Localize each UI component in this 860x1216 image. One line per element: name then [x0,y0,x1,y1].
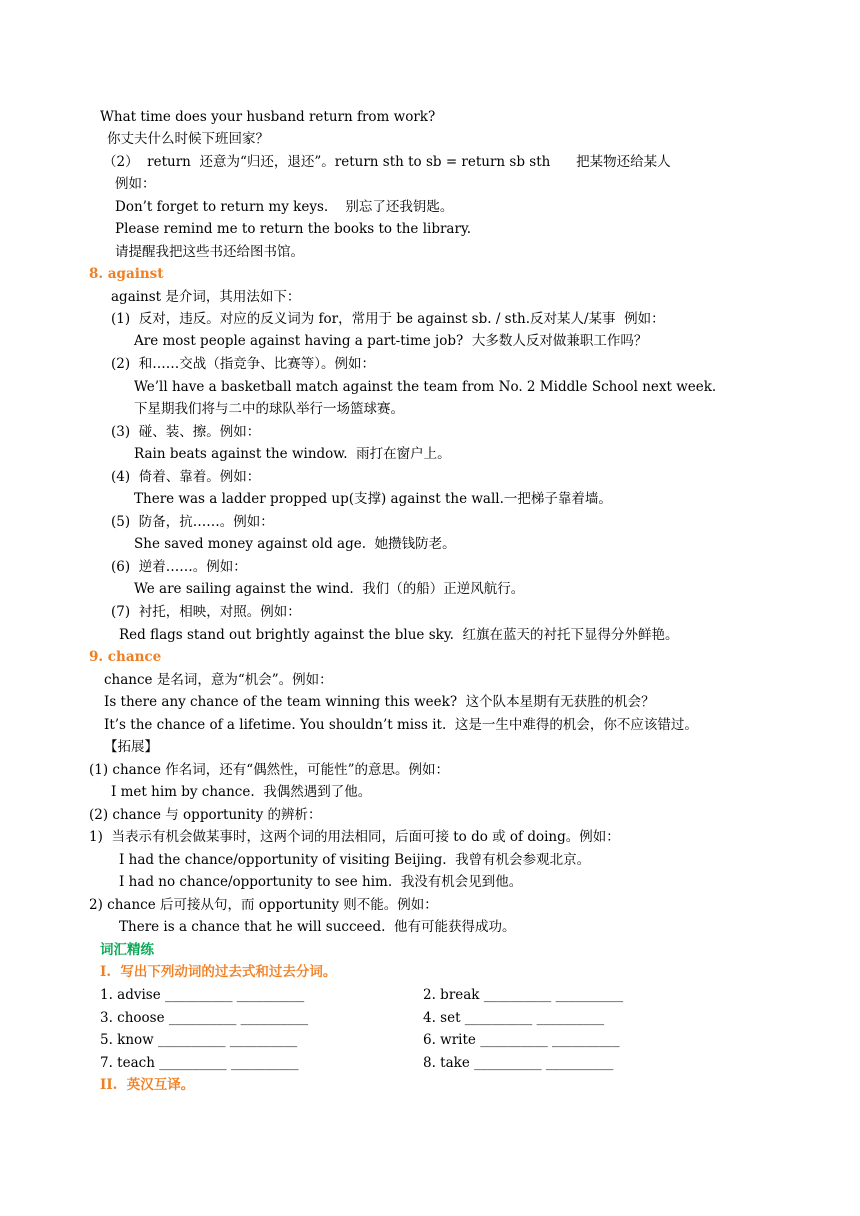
example-sentence: I met him by chance. 我偶然遇到了他。 [111,784,372,800]
exercise-item[interactable]: 4. set __________ __________ [423,1010,605,1026]
usage-point: (2) 和……交战（指竞争、比赛等）。例如： [111,356,375,372]
exercise-item[interactable]: 2. break __________ __________ [423,987,624,1003]
example-sentence: Rain beats against the window. 雨打在窗户上。 [134,446,451,462]
example-sentence: There is a chance that he will succeed. 他有可能获得成功。 [119,919,516,935]
exercise-item[interactable]: 8. take __________ __________ [423,1055,614,1071]
usage-point: 1) 当表示有机会做某事时，这两个词的用法相同，后面可接 to do 或 of doing。例如： [89,829,620,845]
example-sentence: She saved money against old age. 她攒钱防老。 [134,536,456,552]
example-sentence: Is there any chance of the team winning this week? 这个队本星期有无获胜的机会？ [104,694,655,710]
exercise-item[interactable]: 1. advise __________ __________ [100,987,305,1003]
example-translation: 下星期我们将与二中的球队举行一场篮球赛。 [134,401,404,417]
example-sentence: I had no chance/opportunity to see him. 我没有机会见到他。 [119,874,523,890]
extension-heading: 【拓展】 [104,739,158,755]
usage-point: (3) 碰、装、擦。例如： [111,424,261,440]
exercise-item[interactable]: 3. choose __________ __________ [100,1010,309,1026]
section-heading-against: 8. against [89,266,164,282]
exercise-part1-title: I. 写出下列动词的过去式和过去分词。 [100,964,337,980]
usage-point: (1) chance 作名词，还有“偶然性，可能性”的意思。例如： [89,762,450,778]
usage-point: （2） return 还意为“归还，退还”。return sth to sb = return sb sth 把某物还给某人 [103,154,671,170]
example-label: 例如： [115,176,156,192]
example-translation: 你丈夫什么时候下班回家？ [107,131,269,147]
usage-point: (4) 倚着、靠着。例如： [111,469,261,485]
example-sentence: We’ll have a basketball match against the team from No. 2 Middle School next week. [134,379,717,395]
intro-text: against 是介词，其用法如下： [111,289,301,305]
exercise-item[interactable]: 7. teach __________ __________ [100,1055,299,1071]
example-sentence: We are sailing against the wind. 我们（的船）正逆风航行。 [134,581,525,597]
usage-point: (1) 反对，违反。对应的反义词为 for，常用于 be against sb. / sth.反对某人/某事 例如： [111,311,665,327]
example-translation: 请提醒我把这些书还给图书馆。 [115,244,304,260]
usage-point: (6) 逆着……。例如： [111,559,247,575]
usage-point: (7) 衬托，相映，对照。例如： [111,604,301,620]
exercise-item[interactable]: 5. know __________ __________ [100,1032,298,1048]
usage-point: (5) 防备，抗……。例如： [111,514,274,530]
exercise-item[interactable]: 6. write __________ __________ [423,1032,620,1048]
example-sentence: There was a ladder propped up(支撑) against the wall.一把梯子靠着墙。 [134,491,612,507]
example-sentence: What time does your husband return from work? [100,109,436,125]
exercise-part2-title: II. 英汉互译。 [100,1077,195,1093]
example-sentence: Are most people against having a part-time job? 大多数人反对做兼职工作吗？ [134,333,648,349]
section-heading-chance: 9. chance [89,649,162,665]
example-sentence: Please remind me to return the books to the library. [115,221,472,237]
intro-text: chance 是名词，意为“机会”。例如： [104,672,333,688]
vocab-title: 词汇精练 [100,942,154,958]
example-sentence: It’s the chance of a lifetime. You shouldn’t miss it. 这是一生中难得的机会，你不应该错过。 [104,717,698,733]
example-sentence: I had the chance/opportunity of visiting Beijing. 我曾有机会参观北京。 [119,852,591,868]
example-sentence: Red flags stand out brightly against the blue sky. 红旗在蓝天的衬托下显得分外鲜艳。 [119,627,679,643]
usage-point: 2) chance 后可接从句，而 opportunity 则不能。例如： [89,897,438,913]
example-sentence: Don’t forget to return my keys. 别忘了还我钥匙。 [115,199,454,215]
usage-point: (2) chance 与 opportunity 的辨析： [89,807,322,823]
